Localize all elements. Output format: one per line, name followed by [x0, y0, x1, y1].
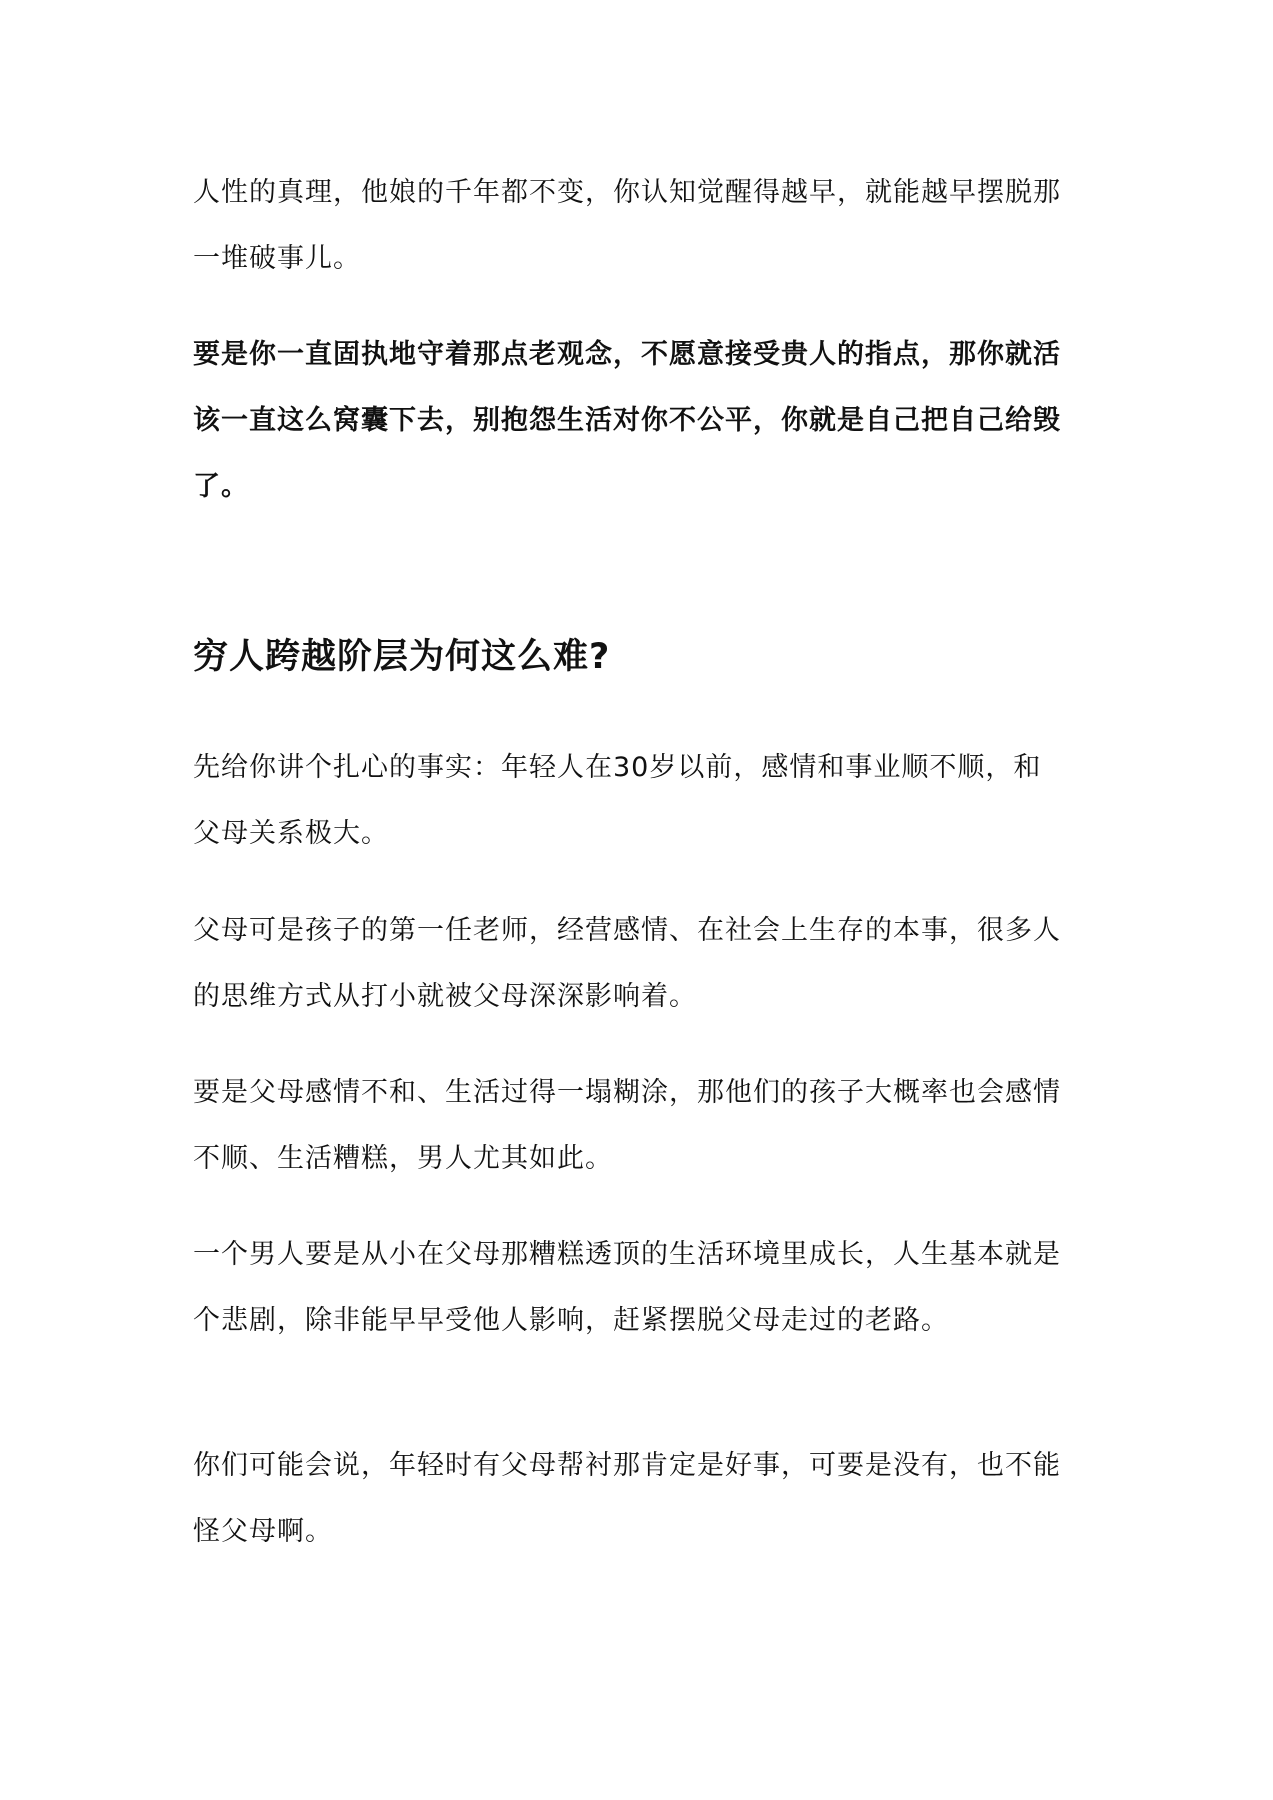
- paragraph-line: 不顺、生活糟糕，男人尤其如此。: [193, 1143, 613, 1174]
- paragraph-line: 了。: [193, 471, 249, 502]
- paragraph-line: 一个男人要是从小在父母那糟糕透顶的生活环境里成长，人生基本就是: [193, 1239, 1061, 1270]
- paragraph-line: 要是父母感情不和、生活过得一塌糊涂，那他们的孩子大概率也会感情: [193, 1077, 1061, 1108]
- paragraph-line: 父母关系极大。: [193, 818, 389, 849]
- paragraph-parents-support: [193, 1433, 1093, 1565]
- paragraph-line: 你们可能会说，年轻时有父母帮衬那肯定是好事，可要是没有，也不能: [193, 1450, 1061, 1481]
- paragraph-line: 一堆破事儿。: [193, 243, 361, 274]
- section-heading: 穷人跨越阶层为何这么难?: [193, 637, 611, 677]
- paragraph-line: 先给你讲个扎心的事实：年轻人在30岁以前，感情和事业顺不顺，和: [193, 752, 1042, 783]
- paragraph-line: 人性的真理，他娘的千年都不变，你认知觉醒得越早，就能越早摆脱那: [193, 177, 1061, 208]
- paragraph-awakening: [193, 160, 1093, 292]
- paragraph-parents-relationship: [193, 1060, 1093, 1192]
- paragraph-line: 个悲剧，除非能早早受他人影响，赶紧摆脱父母走过的老路。: [193, 1305, 949, 1336]
- paragraph-parents-teacher: [193, 898, 1093, 1030]
- paragraph-line: 的思维方式从打小就被父母深深影响着。: [193, 981, 697, 1012]
- paragraph-bold-warning: [193, 322, 1093, 520]
- paragraph-line: 要是你一直固执地守着那点老观念，不愿意接受贵人的指点，那你就活: [193, 339, 1061, 370]
- paragraph-line: 父母可是孩子的第一任老师，经营感情、在社会上生存的本事，很多人: [193, 915, 1061, 946]
- paragraph-man-environment: [193, 1222, 1093, 1354]
- paragraph-line: 怪父母啊。: [193, 1516, 333, 1547]
- paragraph-line: 该一直这么窝囊下去，别抱怨生活对你不公平，你就是自己把自己给毁: [193, 405, 1061, 436]
- paragraph-fact: [193, 735, 1093, 867]
